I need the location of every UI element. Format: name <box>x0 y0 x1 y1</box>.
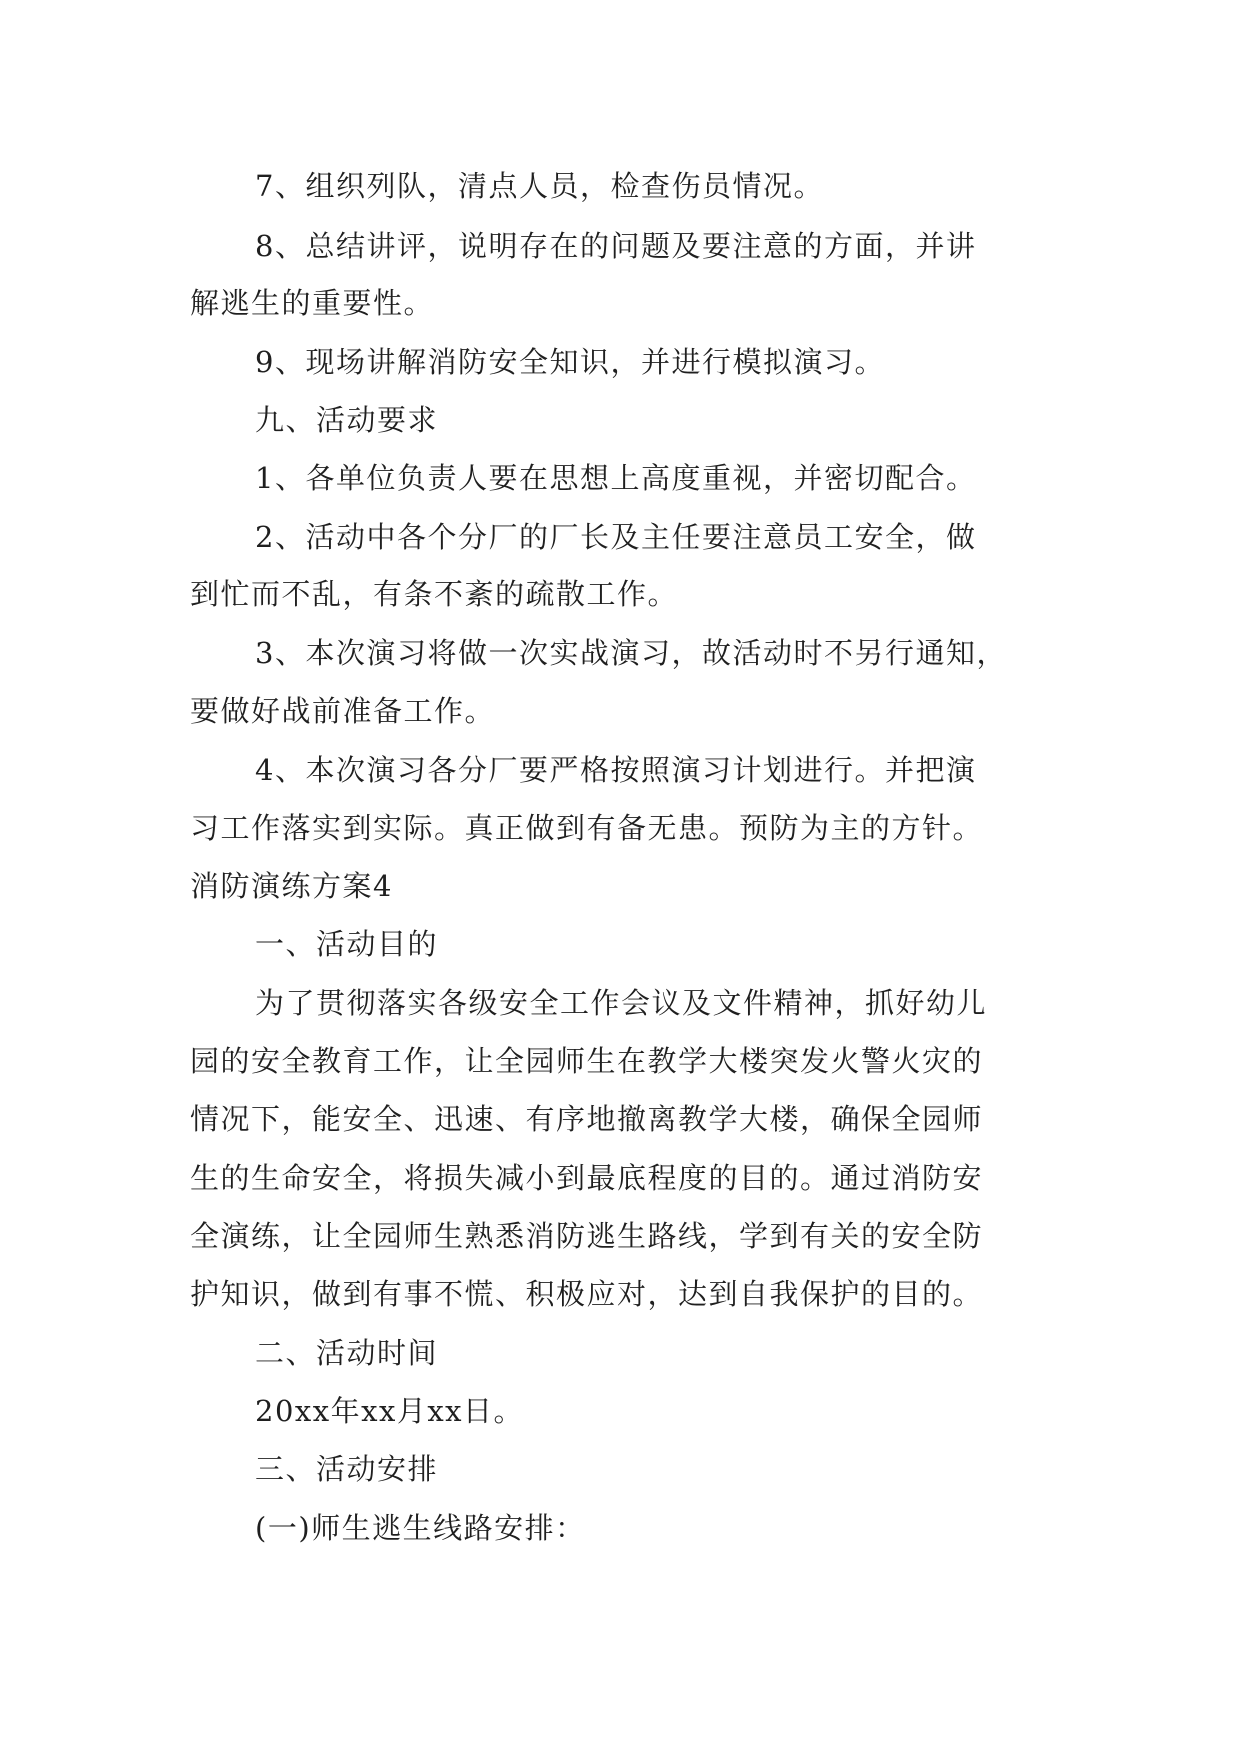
subsection-heading-escape-routes: (一)师生逃生线路安排： <box>255 1511 586 1545</box>
text-line-purpose-2: 园的安全教育工作，让全园师生在教学大楼突发火警火灾的 <box>190 1044 984 1078</box>
text-line-purpose-6: 护知识，做到有事不慌、积极应对，达到自我保护的目的。 <box>190 1277 984 1311</box>
text-line-req-4: 4、本次演习各分厂要严格按照演习计划进行。并把演 <box>255 753 977 787</box>
section-heading-requirements: 九、活动要求 <box>255 403 439 437</box>
text-line-purpose-5: 全演练，让全园师生熟悉消防逃生路线，学到有关的安全防 <box>190 1219 984 1253</box>
text-line-step-7: 7、组织列队，清点人员，检查伤员情况。 <box>255 169 824 203</box>
text-line-purpose-1: 为了贯彻落实各级安全工作会议及文件精神，抓好幼儿 <box>255 986 988 1020</box>
text-line-req-1: 1、各单位负责人要在思想上高度重视，并密切配合。 <box>255 461 977 495</box>
document-subtitle: 消防演练方案4 <box>190 869 393 903</box>
text-line-purpose-4: 生的生命安全，将损失减小到最底程度的目的。通过消防安 <box>190 1161 984 1195</box>
text-line-step-9: 9、现场讲解消防安全知识，并进行模拟演习。 <box>255 345 885 379</box>
text-line-purpose-3: 情况下，能安全、迅速、有序地撤离教学大楼，确保全园师 <box>190 1102 984 1136</box>
text-line-req-2: 2、活动中各个分厂的厂长及主任要注意员工安全，做 <box>255 520 977 554</box>
text-line-req-3: 3、本次演习将做一次实战演习，故活动时不另行通知， <box>255 636 1007 670</box>
text-line-step-8-cont: 解逃生的重要性。 <box>190 286 435 320</box>
section-heading-time: 二、活动时间 <box>255 1336 439 1370</box>
section-heading-purpose: 一、活动目的 <box>255 927 439 961</box>
text-line-date: 20xx年xx月xx日。 <box>255 1394 525 1428</box>
text-line-step-8: 8、总结讲评，说明存在的问题及要注意的方面，并讲 <box>255 229 977 263</box>
text-line-req-3-cont: 要做好战前准备工作。 <box>190 694 496 728</box>
section-heading-arrangement: 三、活动安排 <box>255 1452 439 1486</box>
text-line-req-4-cont: 习工作落实到实际。真正做到有备无患。预防为主的方针。 <box>190 811 984 845</box>
text-line-req-2-cont: 到忙而不乱，有条不紊的疏散工作。 <box>190 577 679 611</box>
